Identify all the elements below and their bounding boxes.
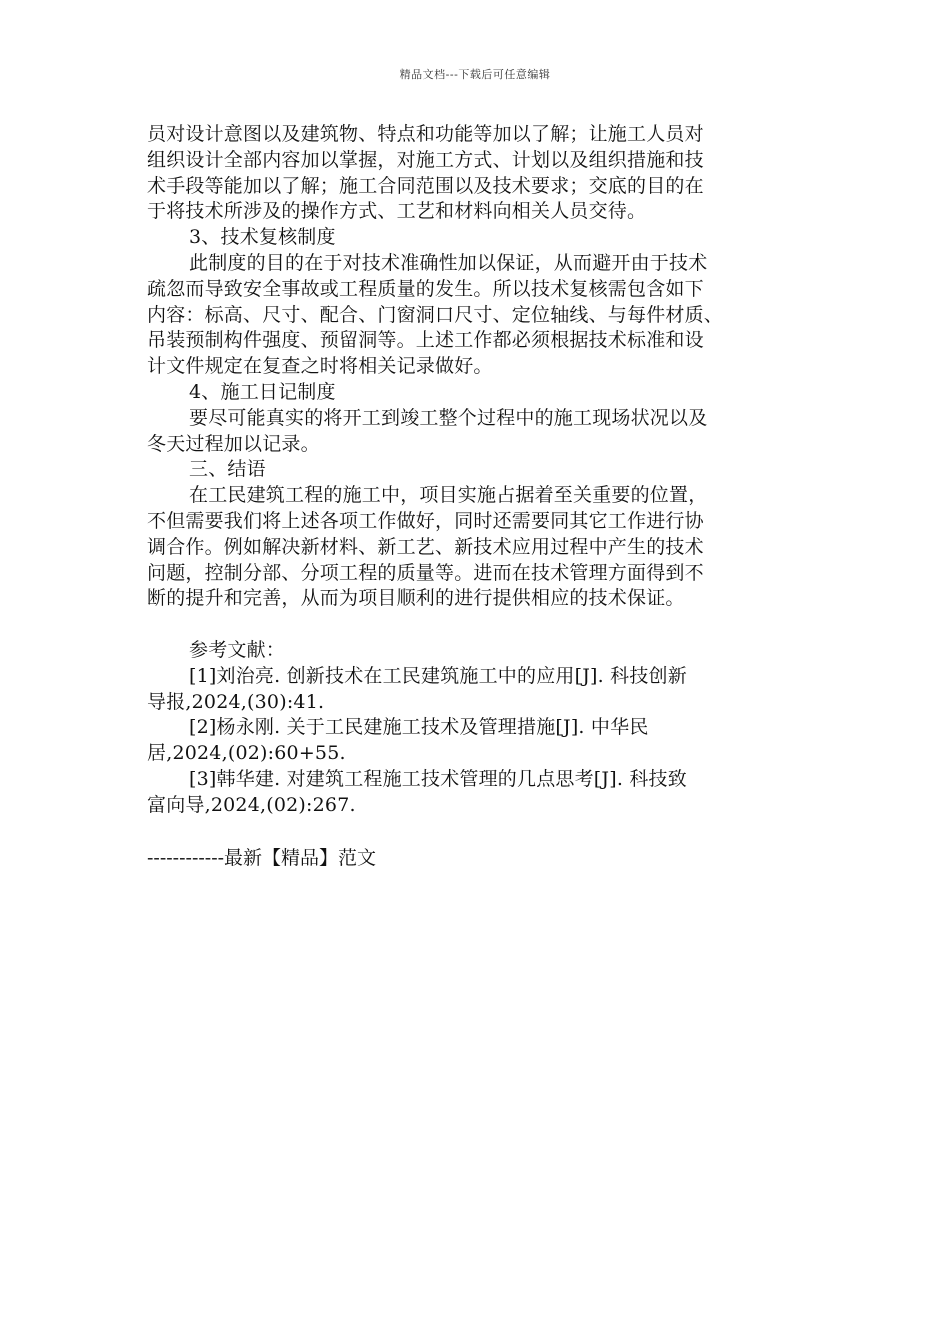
reference-line: 富向导,2024,(02):267. — [147, 793, 356, 816]
paragraph-line: 断的提升和完善，从而为项目顺利的进行提供相应的技术保证。 — [147, 587, 685, 610]
paragraph-line: 冬天过程加以记录。 — [147, 432, 320, 455]
paragraph-line: 疏忽而导致安全事故或工程质量的发生。所以技术复核需包含如下 — [147, 277, 704, 300]
reference-line: 导报,2024,(30):41. — [147, 690, 325, 713]
references-heading: 参考文献： — [189, 638, 286, 661]
section-heading: 4、施工日记制度 — [189, 380, 336, 403]
reference-line: [1]刘治亮. 创新技术在工民建筑施工中的应用[J]. 科技创新 — [189, 664, 687, 687]
paragraph-line: 此制度的目的在于对技术准确性加以保证，从而避开由于技术 — [189, 251, 708, 274]
blank-line — [147, 612, 807, 638]
reference-line: 居,2024,(02):60+55. — [147, 742, 346, 765]
reference-line: [3]韩华建. 对建筑工程施工技术管理的几点思考[J]. 科技致 — [189, 767, 687, 790]
paragraph-line: 问题，控制分部、分项工程的质量等。进而在技术管理方面得到不 — [147, 561, 704, 584]
paragraph-line: 吊装预制构件强度、预留洞等。上述工作都必须根据技术标准和设 — [147, 329, 704, 352]
paragraph-line: 调合作。例如解决新材料、新工艺、新技术应用过程中产生的技术 — [147, 535, 704, 558]
paragraph-line: 要尽可能真实的将开工到竣工整个过程中的施工现场状况以及 — [189, 406, 708, 429]
paragraph-line: 员对设计意图以及建筑物、特点和功能等加以了解；让施工人员对 — [147, 123, 704, 145]
paragraph-line: 在工民建筑工程的施工中，项目实施占据着至关重要的位置， — [189, 484, 708, 507]
paragraph-line: 计文件规定在复查之时将相关记录做好。 — [147, 355, 493, 378]
section-heading: 三、结语 — [189, 458, 266, 481]
reference-line: [2]杨永刚. 关于工民建施工技术及管理措施[J]. 中华民 — [189, 716, 649, 739]
paragraph-line: 组织设计全部内容加以掌握，对施工方式、计划以及组织措施和技 — [147, 148, 704, 171]
paragraph-line: 术手段等能加以了解；施工合同范围以及技术要求；交底的目的在 — [147, 174, 704, 197]
paragraph-line: 内容：标高、尺寸、配合、门窗洞口尺寸、定位轴线、与每件材质、 — [147, 303, 724, 326]
paragraph-line: 不但需要我们将上述各项工作做好，同时还需要同其它工作进行协 — [147, 509, 704, 532]
section-heading: 3、技术复核制度 — [189, 226, 336, 249]
page-header: 精品文档---下载后可任意编辑 — [399, 68, 551, 81]
footer-tagline: ------------最新【精品】范文 — [147, 847, 377, 869]
paragraph-line: 于将技术所涉及的操作方式、工艺和材料向相关人员交待。 — [147, 200, 647, 223]
document-body — [147, 122, 807, 819]
